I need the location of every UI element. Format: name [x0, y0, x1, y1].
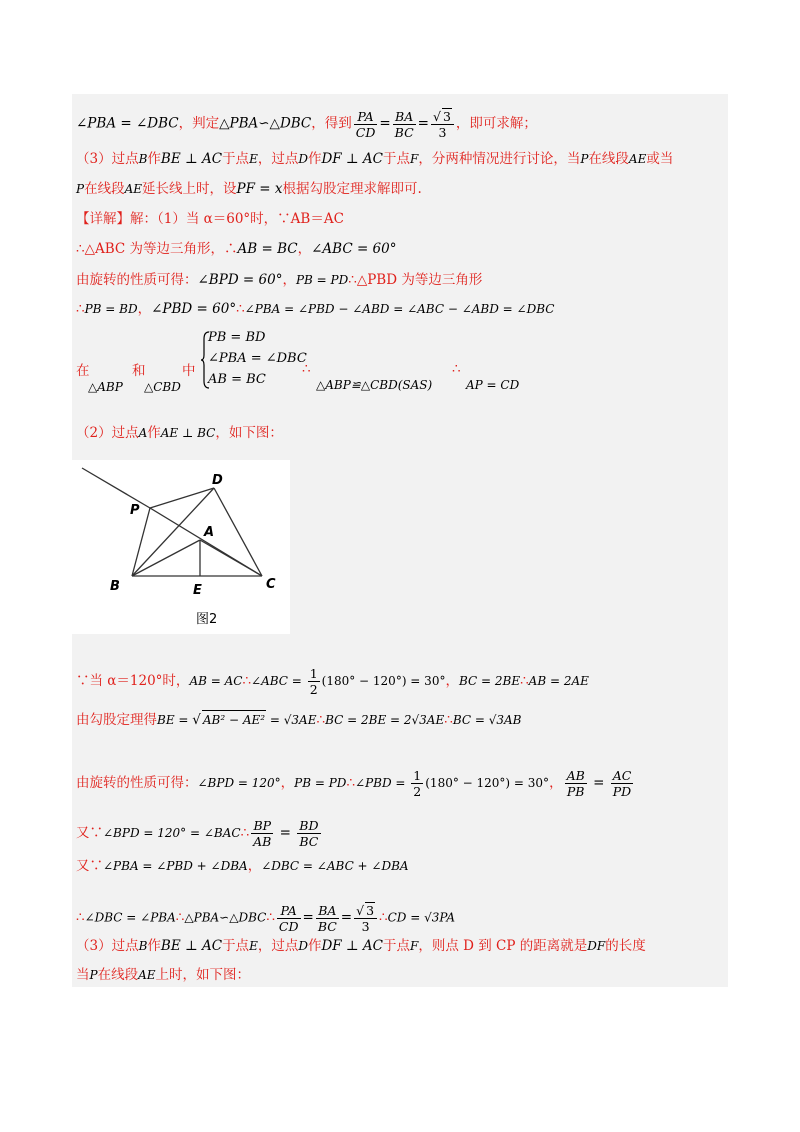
denominator: PB: [566, 784, 585, 799]
line-9: [76, 424, 283, 442]
math: D: [298, 939, 308, 953]
text: ∴: [444, 712, 453, 728]
math: PF = x: [236, 181, 283, 197]
text: ∴△PBD 为等边三角形: [348, 272, 483, 288]
math: BC = √3AB: [452, 713, 522, 727]
math: ∠PBA = ∠PBD + ∠DBA: [103, 859, 248, 873]
system-eq-2: ∠PBA = ∠DBC: [208, 351, 307, 366]
numerator: 1: [413, 768, 422, 783]
math: A: [138, 426, 148, 440]
math: ∠BPD = 120°: [197, 776, 281, 790]
denominator: AB: [253, 834, 272, 849]
label-D: D: [212, 473, 223, 488]
text: 由勾股定理得: [76, 712, 157, 728]
text: 作: [307, 938, 322, 954]
math: E: [249, 152, 258, 166]
math: AP = CD: [466, 378, 520, 392]
line-12: [76, 768, 635, 799]
fraction: [251, 818, 273, 849]
numerator: BA: [393, 109, 416, 125]
math: BE ⊥ AC: [160, 151, 223, 167]
fraction: [297, 818, 320, 849]
math: AE: [138, 968, 156, 982]
fraction: [611, 768, 634, 799]
math: △PBA∽△DBC: [184, 910, 267, 925]
label-C: C: [266, 577, 276, 592]
text: （3）过点: [76, 938, 139, 954]
text: ，: [549, 775, 563, 791]
numerator: √ 3: [354, 902, 377, 919]
line-14: [76, 857, 409, 875]
system-eq-3: AB = BC: [208, 372, 266, 387]
line-3: [76, 180, 422, 198]
text: 根据勾股定理求解即可.: [282, 181, 422, 197]
math: △ABP≌△CBD(SAS): [316, 378, 433, 392]
math: ∠DBC = ∠ABC + ∠DBA: [261, 859, 409, 873]
text: ，: [280, 775, 295, 791]
text: ∴: [240, 825, 250, 841]
text: 又∵: [76, 825, 103, 841]
math: ∠PBA = ∠DBC: [76, 115, 179, 132]
text: ∴: [236, 301, 245, 317]
math: D: [298, 152, 308, 166]
numerator: PA: [277, 903, 301, 919]
denominator: CD: [355, 124, 376, 140]
math: =: [588, 775, 609, 791]
math: ∠ABC = 60°: [311, 241, 397, 257]
math: BE ⊥ AC: [160, 938, 223, 954]
math: ∠PBA = ∠PBD − ∠ABD = ∠ABC − ∠ABD = ∠DBC: [244, 302, 555, 316]
text: 由旋转的性质可得：: [76, 775, 198, 791]
system-eq-1: PB = BD: [208, 330, 266, 345]
numerator: AB: [566, 768, 585, 783]
math: AB = 2AE: [528, 674, 589, 688]
text: 在: [76, 363, 90, 379]
text: ，: [445, 673, 459, 689]
math: B: [138, 152, 148, 166]
text: 上时，如下图：: [155, 967, 251, 983]
denominator: 2: [309, 682, 318, 697]
line-2: [76, 150, 673, 168]
math: AE: [628, 152, 647, 166]
text: 在线段: [588, 151, 629, 167]
text: ∴: [520, 673, 529, 689]
numerator: √ 3: [431, 108, 454, 125]
text: ∴: [302, 361, 311, 377]
text: ∵当 α＝120°时，: [76, 673, 190, 689]
label-A: A: [204, 525, 215, 540]
label-B: B: [110, 579, 120, 594]
fraction: [431, 108, 454, 140]
fraction: [308, 666, 320, 697]
text: ，则点 D 到 CP 的距离就是: [418, 938, 588, 954]
math: P: [89, 968, 98, 982]
text: ∴: [346, 775, 356, 791]
label-P: P: [130, 503, 140, 518]
line-10: [76, 666, 589, 697]
text: 或当: [646, 151, 674, 167]
fraction: [565, 768, 587, 799]
text: ∴: [76, 301, 85, 317]
math: AE: [124, 182, 143, 196]
fraction: [393, 109, 416, 140]
numerator: PA: [354, 109, 378, 125]
label-E: E: [193, 583, 202, 598]
text: （3）过点: [76, 151, 139, 167]
math: CD = √3PA: [387, 910, 456, 925]
text: ，: [297, 241, 312, 257]
fraction: [316, 903, 339, 934]
text: 作: [147, 938, 161, 954]
text: 作: [147, 151, 161, 167]
text: 在线段: [97, 967, 139, 983]
text: 作: [307, 151, 322, 167]
numerator: BD: [299, 818, 319, 833]
text: ，即可求解；: [455, 115, 537, 132]
math: =: [275, 825, 296, 841]
text: 于点: [383, 151, 411, 167]
fraction: [277, 903, 301, 934]
math: (180° − 120°) = 30°: [321, 674, 446, 688]
math-sqrt: AB² − AE²: [202, 710, 266, 729]
text: 和: [132, 363, 146, 379]
fraction: [354, 109, 378, 140]
math: BE =: [157, 713, 193, 727]
math: PB = BD: [84, 302, 138, 316]
text: ，得到: [311, 115, 352, 132]
denominator: BC: [299, 834, 319, 849]
text: ，过点: [257, 938, 299, 954]
math: DF ⊥ AC: [321, 938, 384, 954]
text: 于点: [222, 938, 250, 954]
denominator: CD: [278, 918, 299, 934]
text: ，如下图：: [215, 425, 283, 441]
text: ∴: [175, 909, 185, 926]
math: AB = BC: [237, 241, 298, 257]
line-7: [76, 300, 554, 318]
numerator: BA: [316, 903, 339, 919]
line-13: [76, 818, 323, 849]
math: DF ⊥ AC: [321, 151, 384, 167]
numerator: AC: [612, 768, 632, 783]
text: ∴: [76, 909, 85, 926]
line-11: 由勾股定理得BE = √ AB² − AE² = √3AE∴BC = 2BE = 2√3AE∴BC = √3AB: [76, 712, 522, 728]
math: AB = AC: [189, 674, 243, 688]
math: ∠ABC =: [251, 674, 306, 688]
geometry-figure: [72, 460, 290, 634]
math: PB = PD: [294, 776, 347, 790]
math: P: [580, 152, 589, 166]
math: PB = PD: [295, 273, 349, 287]
text: （2）过点: [76, 425, 139, 441]
math: ∠BPD = 120° = ∠BAC: [103, 826, 241, 840]
math: F: [410, 939, 419, 953]
denominator: 3: [361, 919, 370, 934]
text: ，: [247, 858, 262, 874]
text: ∴: [266, 909, 275, 926]
math: (180° − 120°) = 30°: [425, 776, 550, 790]
denominator: BC: [394, 124, 414, 140]
text: ，判定: [178, 115, 220, 132]
text: ，分两种情况进行讨论，当: [418, 151, 581, 167]
math: = √3AE: [266, 713, 317, 727]
math: ∠BPD = 60°: [197, 272, 283, 288]
text: 于点: [383, 938, 411, 954]
math: DF: [587, 939, 606, 953]
math: ∠PBD =: [355, 776, 410, 790]
math: △CBD: [144, 380, 181, 394]
line-17: [76, 966, 250, 984]
math: ∠DBC = ∠PBA: [84, 910, 176, 925]
text: 于点: [222, 151, 250, 167]
figure-caption: 图2: [196, 612, 218, 627]
line-6: [76, 271, 482, 289]
math: B: [138, 939, 148, 953]
text: ∴: [452, 361, 461, 377]
numerator: 1: [309, 666, 318, 681]
text: ，: [282, 272, 296, 288]
math: E: [249, 939, 258, 953]
numerator: BP: [251, 818, 273, 834]
line-4: 【详解】解：（1）当 α＝60°时，∵AB＝AC: [76, 211, 344, 227]
text: 中: [182, 363, 196, 379]
math: F: [410, 152, 419, 166]
text: ，: [137, 301, 152, 317]
fraction: [354, 902, 377, 934]
text: 由旋转的性质可得：: [76, 272, 198, 288]
math: BC = 2BE = 2√3AE: [325, 713, 445, 727]
text: 在线段: [84, 181, 125, 197]
text: 又∵: [76, 858, 103, 874]
denominator: 3: [438, 125, 447, 140]
denominator: 2: [413, 784, 422, 799]
fraction: [411, 768, 423, 799]
math: P: [76, 182, 85, 196]
line-15: ∴∠DBC = ∠PBA∴△PBA∽△DBC∴ $\frac{PA}{CD}$ = $\frac{BA}{BC}$ = $\frac{√ 3}{3}$ ∴CD = √3PA: [76, 902, 456, 934]
math: BC = 2BE: [458, 674, 521, 688]
text: 延长线上时，设: [142, 181, 237, 197]
text: ∴: [379, 909, 388, 926]
denominator: BC: [317, 918, 337, 934]
text: ∴△ABC 为等边三角形，∴: [76, 241, 238, 257]
line-16: [76, 937, 646, 955]
text: 作: [147, 425, 161, 441]
triangle-diagram: [72, 460, 290, 634]
line-5: [76, 240, 396, 258]
math: AE ⊥ BC: [160, 426, 216, 440]
text: 当: [76, 967, 90, 983]
text: ∴: [242, 673, 252, 689]
text: ∴: [316, 712, 326, 728]
line-1: ∠PBA = ∠DBC，判定△PBA∽△DBC，得到 $\frac{PA}{CD}$ = $\frac{BA}{BC}$ = $\frac{√ 3}{3}$ ，即可求解；: [76, 108, 537, 140]
denominator: PD: [612, 784, 632, 799]
math: ∠PBD = 60°: [151, 301, 237, 317]
text: 的长度: [605, 938, 646, 954]
math: △PBA∽△DBC: [219, 115, 312, 132]
text: ，过点: [257, 151, 299, 167]
math: △ABP: [88, 380, 123, 394]
